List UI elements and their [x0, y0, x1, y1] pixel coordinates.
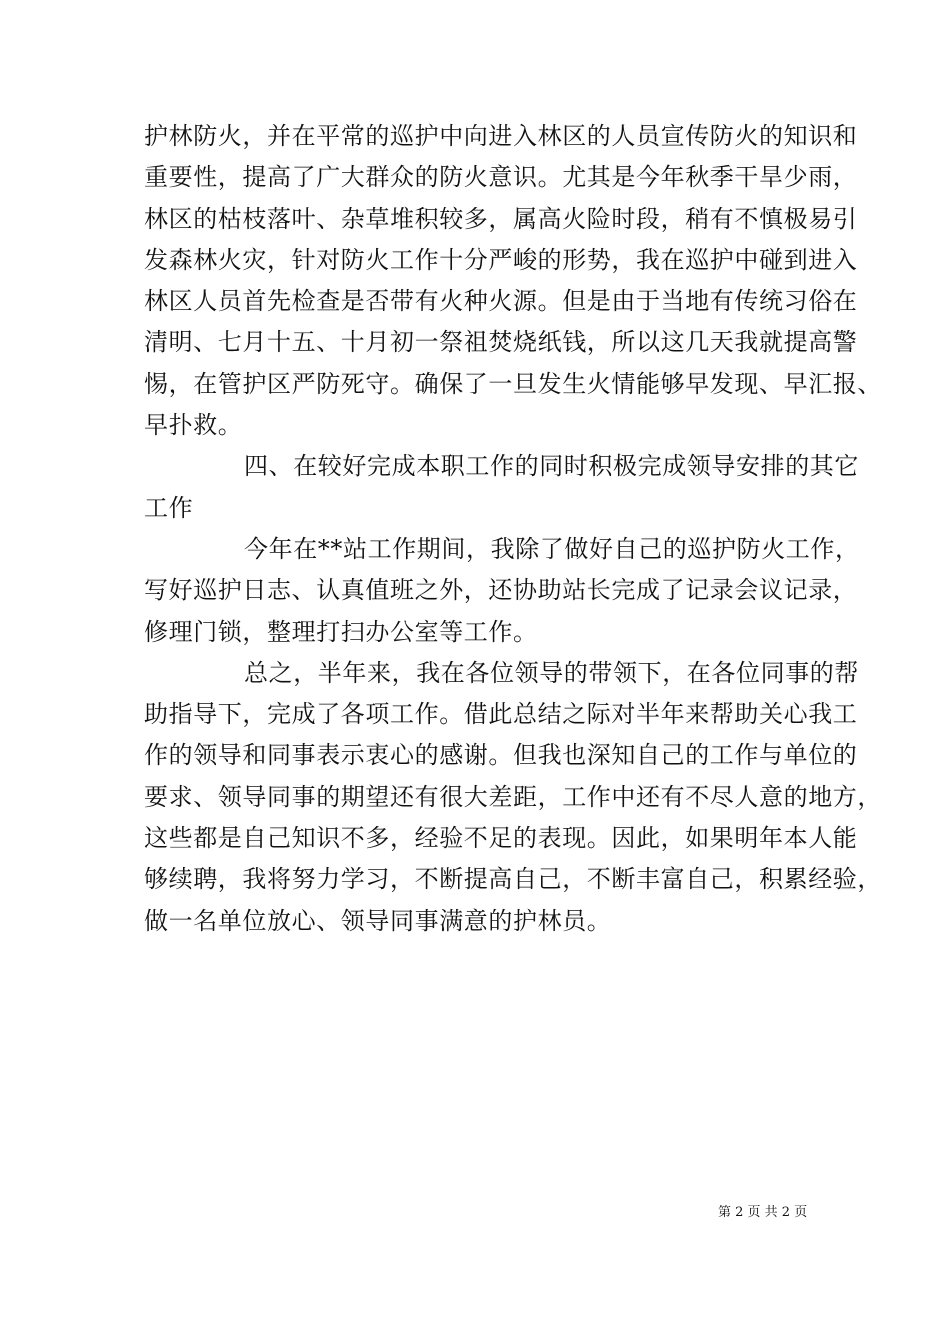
text-line: 早扑救。	[144, 411, 243, 440]
page-number-footer: 第 2 页 共 2 页	[718, 1205, 808, 1220]
text-line: 发森林火灾，针对防火工作十分严峻的形势，我在巡护中碰到进入	[144, 245, 858, 274]
text-line: 林区的枯枝落叶、杂草堆积较多，属高火险时段，稍有不慎极易引	[144, 204, 858, 233]
text-line: 重要性，提高了广大群众的防火意识。尤其是今年秋季干旱少雨，	[144, 163, 858, 192]
text-line: 做一名单位放心、领导同事满意的护林员。	[144, 906, 612, 935]
text-line: 修理门锁，整理打扫办公室等工作。	[144, 617, 538, 646]
text-line: 惕，在管护区严防死守。确保了一旦发生火情能够早发现、早汇报、	[144, 369, 882, 398]
text-line: 够续聘，我将努力学习，不断提高自己，不断丰富自己，积累经验，	[144, 865, 882, 894]
text-line: 这些都是自己知识不多，经验不足的表现。因此，如果明年本人能	[144, 824, 858, 853]
text-line: 总之，半年来，我在各位领导的带领下，在各位同事的帮	[244, 658, 859, 687]
section-heading: 四、在较好完成本职工作的同时积极完成领导安排的其它	[244, 452, 859, 481]
section-heading-continuation: 工作	[144, 493, 194, 522]
document-body	[144, 116, 882, 942]
text-line: 护林防火，并在平常的巡护中向进入林区的人员宣传防火的知识和	[144, 122, 858, 150]
text-line: 要求、领导同事的期望还有很大差距，工作中还有不尽人意的地方，	[144, 782, 882, 811]
text-line: 清明、七月十五、十月初一祭祖焚烧纸钱，所以这几天我就提高警	[144, 328, 858, 357]
text-line: 写好巡护日志、认真值班之外，还协助站长完成了记录会议记录，	[144, 576, 858, 605]
text-line: 助指导下，完成了各项工作。借此总结之际对半年来帮助关心我工	[144, 700, 858, 729]
text-line: 作的领导和同事表示衷心的感谢。但我也深知自己的工作与单位的	[144, 741, 858, 770]
text-line: 今年在**站工作期间，我除了做好自己的巡护防火工作，	[244, 534, 860, 563]
text-line: 林区人员首先检查是否带有火种火源。但是由于当地有传统习俗在	[144, 287, 858, 316]
